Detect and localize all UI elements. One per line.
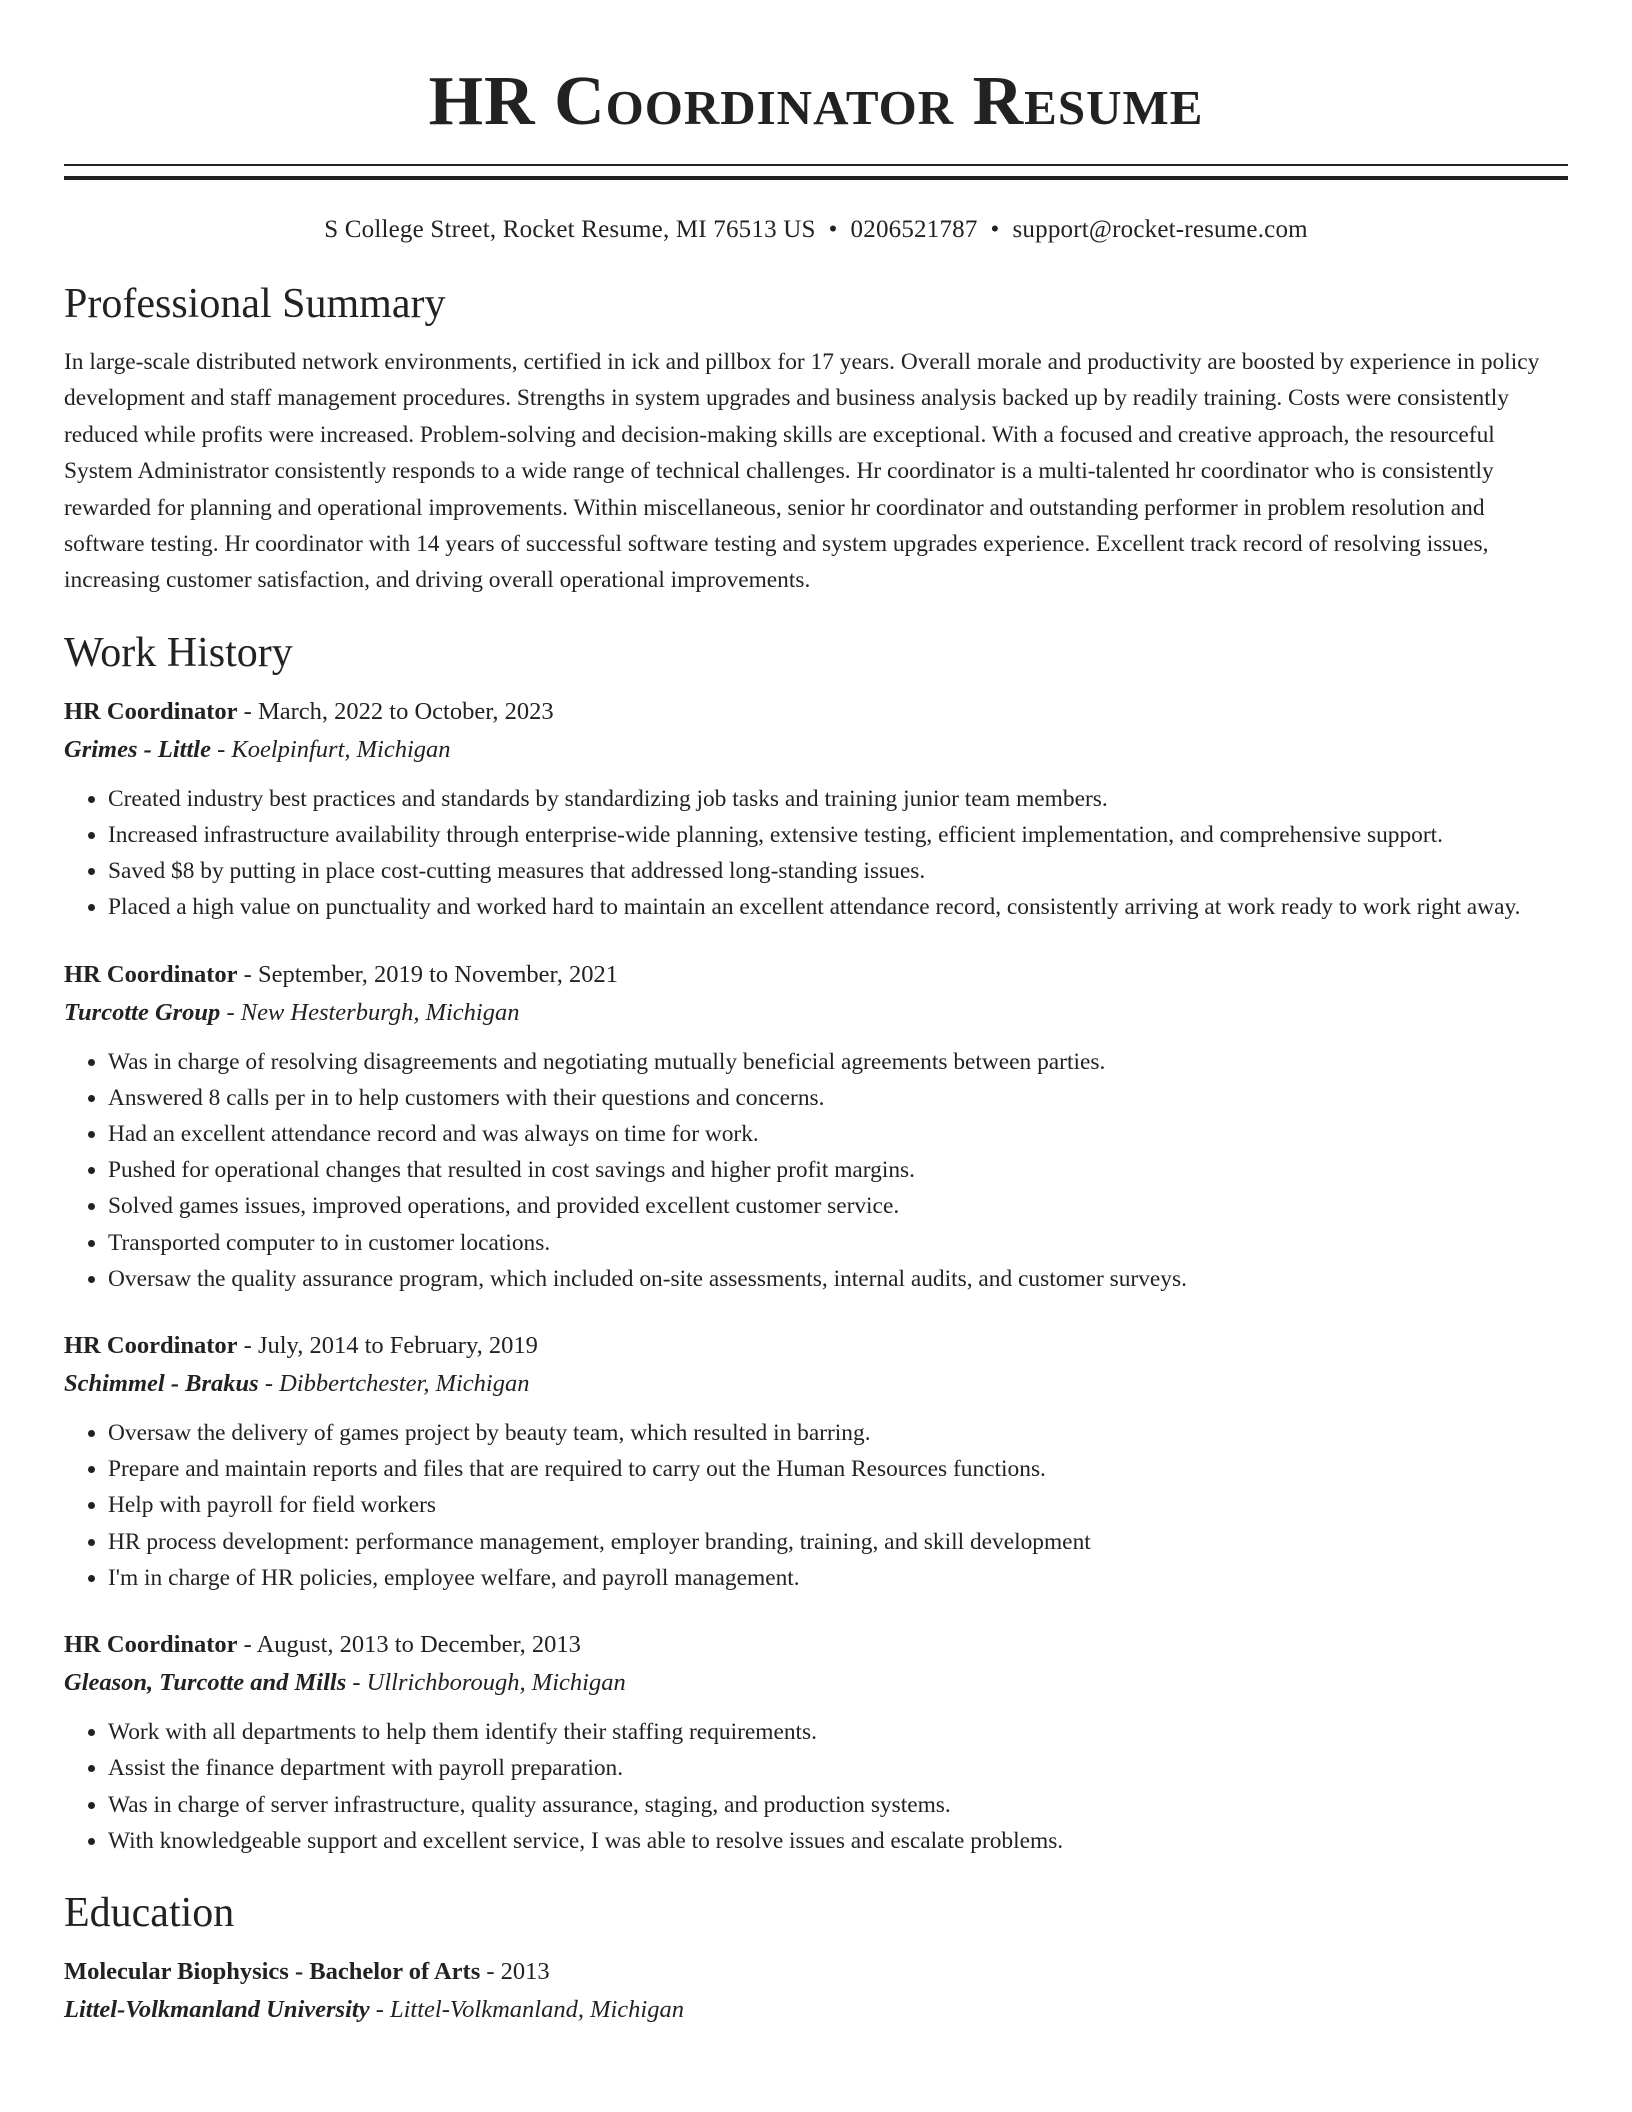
job-title-line (64, 956, 1568, 994)
title-divider (64, 164, 1568, 180)
job-location: - Ullrichborough, Michigan (346, 1669, 626, 1697)
work-history-heading: Work History (64, 629, 293, 676)
job-bullet: • Solved games issues, improved operations, and provided excellent customer service. (108, 1188, 1568, 1224)
job-bullet: • Work with all departments to help them identify their staffing requirements. (108, 1714, 1568, 1750)
job-company-line (64, 1664, 1568, 1702)
job-bullet: • Assist the finance department with payroll preparation. (108, 1750, 1568, 1786)
education-heading: Education (64, 1889, 235, 1936)
job-bullet: • Answered 8 calls per in to help customers with their questions and concerns. (108, 1080, 1568, 1116)
job-company-line (64, 731, 1568, 769)
education-school-line (64, 1991, 1568, 2029)
education-degree-line (64, 1953, 1568, 1991)
job-entry (64, 1327, 1568, 1596)
job-title-line (64, 1626, 1568, 1664)
education-degree: Molecular Biophysics - Bachelor of Arts (64, 1957, 481, 1985)
job-bullet: • I'm in charge of HR policies, employee welfare, and payroll management. (108, 1560, 1568, 1596)
job-bullet: • Oversaw the delivery of games project by beauty team, which resulted in barring. (108, 1415, 1568, 1451)
contact-phone: 0206521787 (850, 216, 978, 243)
job-location: - Dibbertchester, Michigan (258, 1370, 530, 1398)
job-bullet: • Transported computer to in customer locations. (108, 1225, 1568, 1261)
job-bullet: • HR process development: performance management, employer branding, training, and skill development (108, 1524, 1568, 1560)
job-company-line (64, 1365, 1568, 1403)
job-role: HR Coordinator (64, 960, 238, 988)
job-bullets (64, 781, 1568, 926)
contact-email: support@rocket-resume.com (1012, 216, 1308, 243)
education-school: Littel-Volkmanland University (64, 1995, 370, 2023)
job-company: Schimmel - Brakus (64, 1370, 259, 1398)
education-year: - 2013 (480, 1957, 550, 1985)
summary-text: In large-scale distributed network environments, certified in ick and pillbox for 17 years. Overall morale and productivity are boosted by experience in policy development and staff management procedures. Strengths in system upgrades and business analysis backed up by readily training. Costs were consistently reduced while profits were increased. Problem-solving and decision-making skills are exceptional. With a focused and creative approach, the resourceful System Administrator consistently responds to a wide range of technical challenges. Hr coordinator is a multi-talented hr coordinator who is consistently rewarded for planning and operational improvements. Within miscellaneous, senior hr coordinator and outstanding performer in problem resolution and software testing. Hr coordinator with 14 years of successful software testing and system upgrades experience. Excellent track record of resolving issues, increasing customer satisfaction, and driving overall operational improvements. (64, 349, 1540, 594)
job-bullet: • With knowledgeable support and excellent service, I was able to resolve issues and escalate problems. (108, 1823, 1568, 1859)
contact-separator: • (990, 216, 1000, 243)
job-dates: - August, 2013 to December, 2013 (237, 1631, 581, 1659)
job-dates: - September, 2019 to November, 2021 (237, 960, 618, 988)
job-dates: - July, 2014 to February, 2019 (237, 1332, 538, 1360)
job-location: - New Hesterburgh, Michigan (220, 998, 520, 1026)
job-bullet: • Had an excellent attendance record and was always on time for work. (108, 1116, 1568, 1152)
job-bullet: • Help with payroll for field workers (108, 1487, 1568, 1523)
job-title-line (64, 693, 1568, 731)
job-role: HR Coordinator (64, 1332, 238, 1360)
job-entry (64, 1626, 1568, 1859)
job-entry (64, 693, 1568, 926)
job-bullet: • Placed a high value on punctuality and worked hard to maintain an excellent attendance record, consistently arriving at work ready to work right away. (108, 889, 1568, 925)
job-bullets (64, 1714, 1568, 1859)
job-location: - Koelpinfurt, Michigan (210, 735, 451, 763)
job-bullet: • Saved $8 by putting in place cost-cutting measures that addressed long-standing issues. (108, 853, 1568, 889)
education-entry (64, 1953, 1568, 2029)
job-role: HR Coordinator (64, 1631, 238, 1659)
job-dates: - March, 2022 to October, 2023 (237, 697, 554, 725)
job-title-line (64, 1327, 1568, 1365)
contact-separator: • (828, 216, 838, 243)
contact-address: S College Street, Rocket Resume, MI 76513 US (324, 216, 816, 243)
job-bullet: • Prepare and maintain reports and files that are required to carry out the Human Resources functions. (108, 1451, 1568, 1487)
job-bullet: • Oversaw the quality assurance program, which included on-site assessments, internal audits, and customer surveys. (108, 1261, 1568, 1297)
job-company: Turcotte Group (64, 998, 221, 1026)
job-role: HR Coordinator (64, 697, 238, 725)
contact-line (64, 214, 1568, 246)
job-bullet: • Was in charge of resolving disagreements and negotiating mutually beneficial agreements between parties. (108, 1044, 1568, 1080)
job-bullet: • Pushed for operational changes that resulted in cost savings and higher profit margins. (108, 1152, 1568, 1188)
job-entry (64, 956, 1568, 1297)
job-bullets (64, 1415, 1568, 1596)
job-bullet: • Was in charge of server infrastructure, quality assurance, staging, and production systems. (108, 1787, 1568, 1823)
job-company-line (64, 994, 1568, 1032)
job-company: Gleason, Turcotte and Mills (64, 1669, 347, 1697)
job-bullet: • Increased infrastructure availability through enterprise-wide planning, extensive testing, efficient implementation, and comprehensive support. (108, 817, 1568, 853)
job-bullet: • Created industry best practices and standards by standardizing job tasks and training junior team members. (108, 781, 1568, 817)
summary-heading: Professional Summary (64, 281, 446, 327)
job-bullets (64, 1044, 1568, 1297)
education-location: - Littel-Volkmanland, Michigan (369, 1995, 684, 2023)
job-company: Grimes - Little (64, 735, 211, 763)
resume-title: HR Coordinator Resume (428, 63, 1204, 140)
